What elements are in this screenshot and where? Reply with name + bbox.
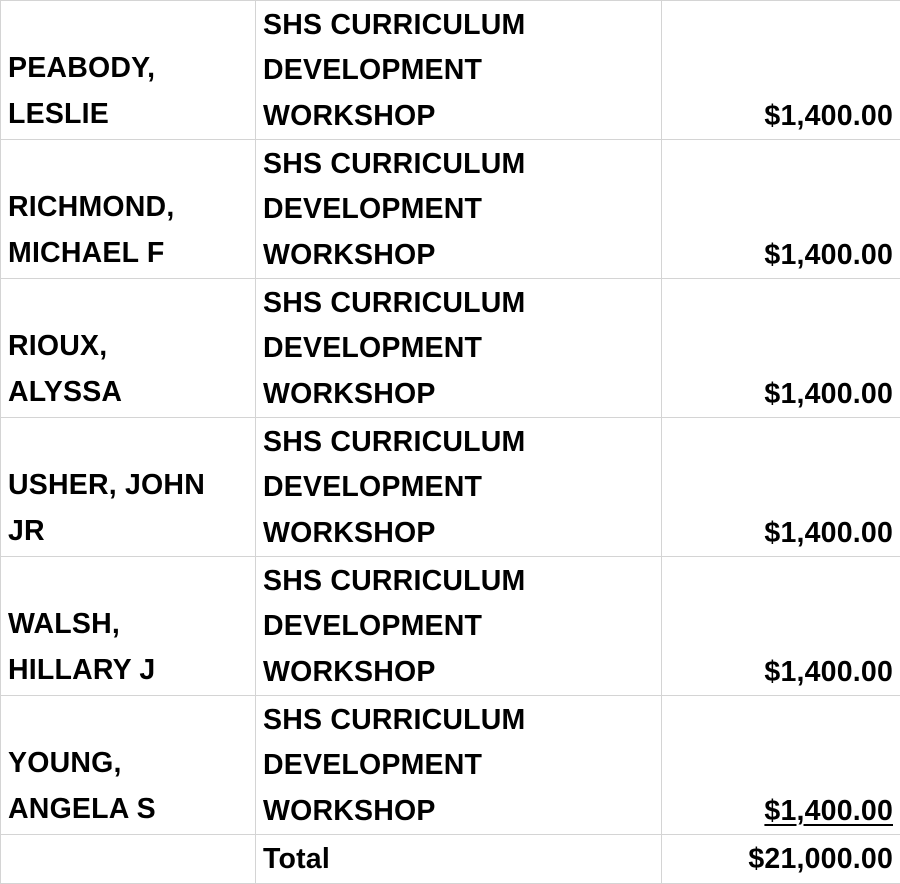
amount-value: $1,400.00 xyxy=(764,239,893,271)
employee-name-line: MICHAEL F xyxy=(8,231,248,277)
amount-cell xyxy=(662,418,900,557)
description-line: SHS CURRICULUM xyxy=(263,142,654,188)
description-line: DEVELOPMENT xyxy=(263,48,654,94)
description-line: SHS CURRICULUM xyxy=(263,281,654,327)
description-line: WORKSHOP xyxy=(263,650,654,696)
employee-name-cell xyxy=(1,696,256,835)
description-cell xyxy=(256,279,662,418)
description-cell xyxy=(256,696,662,835)
employee-name-cell xyxy=(1,140,256,279)
employee-name-line: ANGELA S xyxy=(8,787,248,833)
employee-name-line: RIOUX, xyxy=(8,324,248,370)
description-line: DEVELOPMENT xyxy=(263,326,654,372)
employee-name-cell xyxy=(1,418,256,557)
description-cell xyxy=(256,557,662,696)
total-label: Total xyxy=(256,835,662,884)
employee-name-line: WALSH, xyxy=(8,602,248,648)
employee-name-cell xyxy=(1,279,256,418)
table-row xyxy=(1,418,900,557)
description-line: DEVELOPMENT xyxy=(263,187,654,233)
description-line: WORKSHOP xyxy=(263,372,654,418)
employee-name-line: YOUNG, xyxy=(8,741,248,787)
amount-cell xyxy=(662,140,900,279)
amount-value: $1,400.00 xyxy=(764,656,893,688)
amount-cell xyxy=(662,279,900,418)
total-row xyxy=(1,835,900,884)
table-row xyxy=(1,279,900,418)
description-line: DEVELOPMENT xyxy=(263,743,654,789)
description-line: SHS CURRICULUM xyxy=(263,3,654,49)
amount-value: $1,400.00 xyxy=(764,378,893,410)
empty-cell xyxy=(1,835,256,884)
amount-value: $1,400.00 xyxy=(764,517,893,549)
description-line: DEVELOPMENT xyxy=(263,465,654,511)
table-row xyxy=(1,557,900,696)
description-line: SHS CURRICULUM xyxy=(263,559,654,605)
employee-name-line: RICHMOND, xyxy=(8,185,248,231)
amount-value: $1,400.00 xyxy=(764,100,893,132)
employee-name-line: HILLARY J xyxy=(8,648,248,694)
amount-cell xyxy=(662,1,900,140)
table-row xyxy=(1,1,900,140)
amount-value: $1,400.00 xyxy=(764,795,893,827)
description-cell xyxy=(256,418,662,557)
employee-name-cell xyxy=(1,557,256,696)
amount-cell xyxy=(662,557,900,696)
total-amount: $21,000.00 xyxy=(662,835,900,884)
description-line: WORKSHOP xyxy=(263,789,654,835)
description-line: SHS CURRICULUM xyxy=(263,420,654,466)
employee-name-line: LESLIE xyxy=(8,92,248,138)
table-row xyxy=(1,696,900,835)
description-line: DEVELOPMENT xyxy=(263,604,654,650)
employee-name-line: ALYSSA xyxy=(8,370,248,416)
employee-name-line: USHER, JOHN xyxy=(8,463,248,509)
description-line: WORKSHOP xyxy=(263,94,654,140)
description-line: WORKSHOP xyxy=(263,233,654,279)
table-row xyxy=(1,140,900,279)
employee-name-line: JR xyxy=(8,509,248,555)
description-line: SHS CURRICULUM xyxy=(263,698,654,744)
description-cell xyxy=(256,140,662,279)
description-line: WORKSHOP xyxy=(263,511,654,557)
employee-name-line: PEABODY, xyxy=(8,46,248,92)
description-cell xyxy=(256,1,662,140)
employee-name-cell xyxy=(1,1,256,140)
amount-cell xyxy=(662,696,900,835)
